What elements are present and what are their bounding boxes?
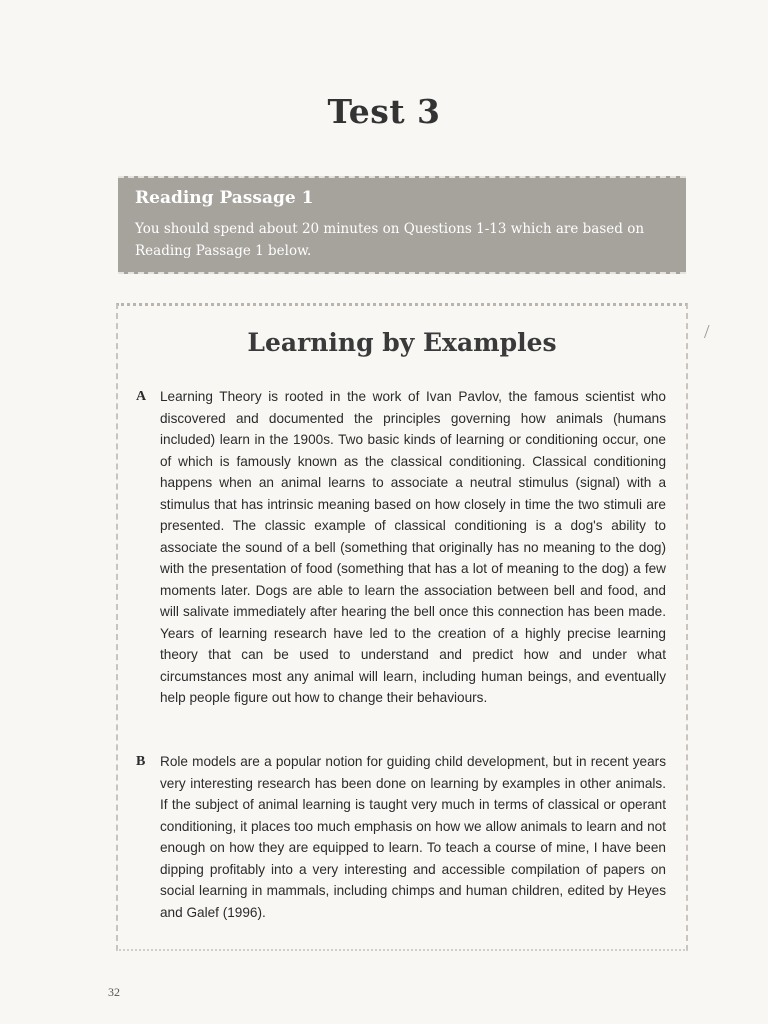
paragraph-text: Role models are a popular notion for guiding child development, but in recent years very interesting research has been done on learning by examples in other animals. If the subject of animal learning is taught very much in terms of classical or operant conditioning, it places too much emphasis on how we allow animals to learn and not enough on how they are equipped to learn. To teach a course of mine, I have been dipping profitably into a very interesting and accessible compilation of papers on social learning in mammals, including chimps and human children, edited by Heyes and Galef (1996).: [160, 754, 666, 920]
passage-title: Learning by Examples: [247, 328, 557, 357]
paragraph-b: [136, 751, 666, 923]
paragraph-letter: A: [136, 389, 147, 404]
paragraph-letter: B: [136, 754, 146, 769]
instruction-box: [118, 176, 686, 274]
paragraph-text: Learning Theory is rooted in the work of Ivan Pavlov, the famous scientist who discovered and documented the principles governing how animals (humans included) learn in the 1900s. Two basic kinds of learning or conditioning occur, one of which is famously known as the classical conditioning. Classical conditioning happens when an animal learns to associate a neutral stimulus (signal) with a stimulus that has intrinsic meaning based on how closely in time the two stimuli are presented. The classic example of classical conditioning is a dog's ability to associate the sound of a bell (something that originally has no meaning to the dog) with the presentation of food (something that has a lot of meaning to the dog) a few moments later. Dogs are able to learn the association between bell and food, and will salivate immediately after hearing the bell once this connection has been made. Years of learning research have led to the creation of a highly precise learning theory that can be used to understand and predict how and under what circumstances most any animal will learn, including human beings, and eventually help people figure out how to change their behaviours.: [160, 389, 666, 705]
page-number: 32: [108, 985, 120, 999]
instruction-text: You should spend about 20 minutes on Questions 1-13 which are based on Reading Passage 1 below.: [135, 221, 645, 259]
margin-pencil-mark: /: [704, 321, 710, 343]
paragraph-a: [136, 386, 666, 709]
instruction-heading: Reading Passage 1: [135, 188, 314, 208]
page-title: Test 3: [327, 92, 441, 131]
